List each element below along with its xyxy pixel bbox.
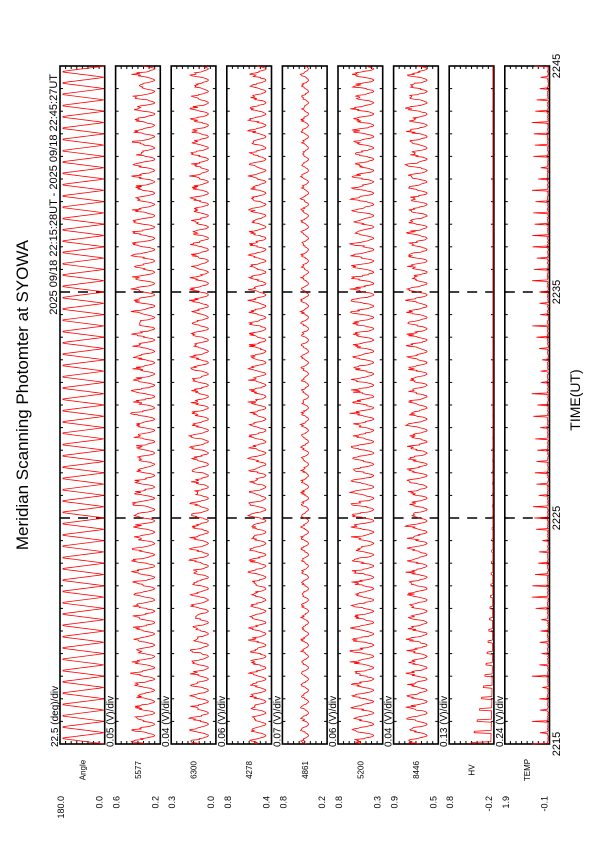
channel-label: HV (467, 764, 477, 776)
y-tick-bottom: 0.0 (94, 796, 105, 809)
y-tick-top: 1.9 (500, 796, 511, 809)
y-tick-top: 0.3 (167, 796, 178, 809)
panel (505, 66, 550, 744)
channel-label: 4278 (245, 761, 255, 779)
scale-label: 0.06 (V)/div (216, 695, 228, 747)
channel-label: 4861 (300, 761, 310, 779)
panel (171, 66, 216, 744)
channel-label: Angle (78, 759, 88, 781)
scale-label: 22.5 (deg)/div (50, 685, 61, 747)
y-tick-bottom: -0.1 (539, 796, 550, 812)
channel-label: 6300 (189, 761, 199, 779)
y-tick-top: 0.6 (111, 796, 122, 809)
channel-label: TEMP (523, 758, 533, 782)
panel-frame (394, 66, 439, 744)
panel-frame (116, 66, 161, 744)
scale-label: 0.04 (V)/div (383, 695, 395, 747)
channel-label: 5200 (356, 761, 366, 779)
y-tick-bottom: 0.4 (261, 796, 272, 809)
panel (116, 66, 161, 744)
panel (338, 66, 383, 744)
y-tick-bottom: 0.3 (372, 796, 383, 809)
y-tick-bottom: -0.2 (483, 796, 494, 812)
scale-label: 0.05 (V)/div (105, 695, 117, 747)
x-axis-label: TIME(UT) (567, 369, 583, 431)
x-tick-label: 2235 (551, 279, 563, 305)
scale-label: 0.06 (V)/div (328, 695, 339, 747)
y-tick-top: 0.8 (278, 796, 289, 809)
scale-label: 0.04 (V)/div (161, 695, 173, 747)
y-tick-top: 0.8 (445, 796, 456, 809)
panel (227, 66, 272, 744)
series-line (532, 66, 549, 744)
series-line (189, 66, 208, 744)
panel (449, 66, 494, 744)
y-tick-bottom: 0.0 (205, 796, 216, 809)
panel-frame (338, 66, 383, 744)
scale-label: 0.24 (V)/div (494, 695, 506, 747)
scale-label: 0.07 (V)/div (272, 695, 284, 747)
panel-frame (449, 66, 494, 744)
series-line (300, 66, 308, 744)
y-tick-top: 180.0 (56, 796, 66, 819)
y-tick-bottom: 0.2 (317, 796, 328, 809)
series-line (130, 66, 155, 744)
y-tick-bottom: 0.5 (428, 796, 439, 809)
series-line (63, 66, 104, 744)
series-line (349, 66, 373, 744)
y-tick-top: 0.9 (389, 796, 400, 809)
chart-title: Meridian Scanning Photomter at SYOWA (13, 239, 32, 551)
time-range: 2025 09/18 22:15:28UT - 2025 09/18 22:45:27UT (48, 74, 60, 315)
series-line (248, 66, 266, 744)
x-tick-label: 2225 (551, 505, 563, 531)
panel-frame (171, 66, 216, 744)
panel (394, 66, 439, 744)
channel-label: 8446 (411, 761, 421, 779)
y-tick-bottom: 0.2 (150, 796, 161, 809)
series-line (405, 66, 427, 744)
scale-label: 0.13 (V)/div (439, 695, 451, 747)
panel-frame (60, 66, 105, 744)
x-tick-label: 2245 (551, 53, 563, 79)
panel (282, 66, 327, 744)
panel-frame (227, 66, 272, 744)
y-tick-top: 0.8 (222, 796, 233, 809)
channel-label: 5577 (133, 761, 143, 779)
panel (60, 66, 105, 744)
y-tick-top: 0.8 (334, 796, 344, 809)
series-line (471, 66, 493, 744)
x-tick-label: 2215 (551, 731, 563, 757)
